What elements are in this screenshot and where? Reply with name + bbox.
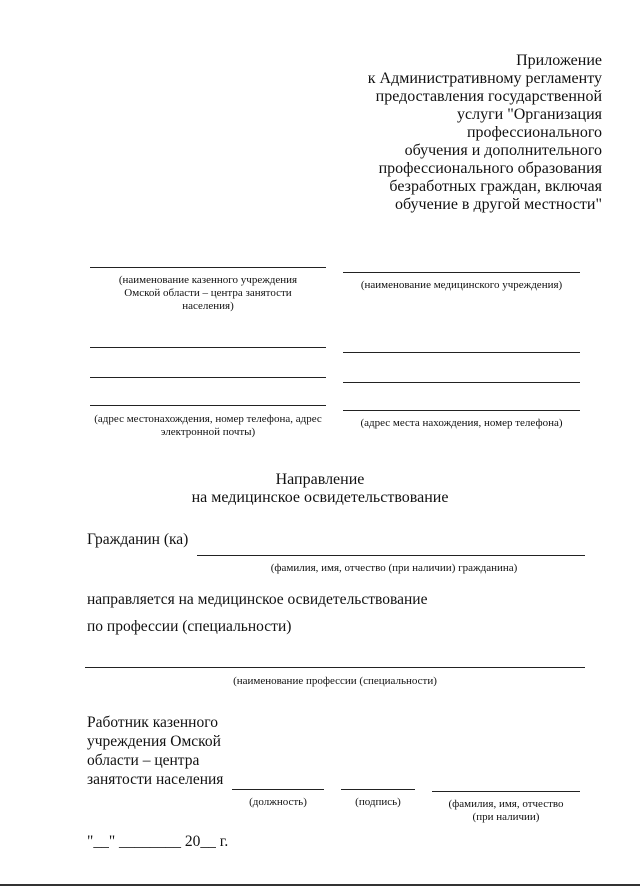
address-line-2[interactable] — [90, 377, 326, 378]
institution-caption: (наименование казенного учреждения Омской области – центра занятости населения) — [118, 274, 298, 312]
appendix-line: обучение в другой местности" — [395, 196, 602, 213]
signatory-label-line: занятости населения — [87, 771, 224, 788]
appendix-header — [302, 52, 602, 214]
citizen-caption: (фамилия, имя, отчество (при наличии) гражданина) — [270, 562, 518, 574]
appendix-line: обучения и дополнительного — [404, 142, 602, 159]
position-line[interactable] — [232, 789, 324, 790]
appendix-line: профессионального — [466, 124, 602, 141]
medical-institution-line[interactable] — [343, 272, 580, 273]
signatory-label-line: Работник казенного — [87, 714, 218, 731]
appendix-line: услуги "Организация — [457, 106, 602, 123]
document-subtitle: на медицинское освидетельствование — [191, 489, 449, 506]
appendix-line: Приложение — [516, 52, 602, 69]
medical-address-line-2[interactable] — [343, 382, 580, 383]
document-title: Направление — [275, 471, 365, 488]
official-name-caption — [428, 798, 584, 824]
appendix-line: к Административному регламенту — [367, 70, 602, 87]
address-line-3[interactable] — [90, 405, 326, 406]
institution-name-line[interactable] — [90, 267, 326, 268]
signature-caption: (подпись) — [355, 796, 401, 808]
profession-caption: (наименование профессии (специальности) — [233, 675, 437, 687]
medical-address-line-1[interactable] — [343, 352, 580, 353]
address-line-1[interactable] — [90, 347, 326, 348]
date-line[interactable]: "__" ________ 20__ г. — [87, 833, 229, 850]
citizen-label: Гражданин (ка) — [87, 531, 189, 548]
signatory-label-line: учреждения Омской — [87, 733, 221, 750]
official-name-line[interactable] — [432, 791, 580, 792]
page-bottom-rule — [0, 884, 640, 886]
official-name-caption-line: (при наличии) — [472, 811, 540, 823]
signatory-label — [87, 713, 223, 789]
signatory-label-line: области – центра — [87, 752, 200, 769]
profession-label: по профессии (специальности) — [87, 618, 292, 635]
appendix-line: профессионального образования — [378, 160, 602, 177]
position-caption: (должность) — [249, 796, 307, 808]
signature-line[interactable] — [341, 789, 415, 790]
referral-text: направляется на медицинское освидетельствование — [87, 591, 428, 608]
medical-address-line-3[interactable] — [343, 410, 580, 411]
medical-address-caption: (адрес места нахождения, номер телефона) — [360, 417, 563, 429]
profession-line[interactable] — [85, 667, 585, 668]
appendix-line: предоставления государственной — [375, 88, 602, 105]
citizen-name-line[interactable] — [197, 555, 585, 556]
official-name-caption-line: (фамилия, имя, отчество — [448, 798, 564, 810]
medical-caption: (наименование медицинского учреждения) — [360, 279, 563, 291]
appendix-line: безработных граждан, включая — [389, 178, 602, 195]
address-caption: (адрес местонахождения, номер телефона, адрес электронной почты) — [94, 413, 322, 438]
